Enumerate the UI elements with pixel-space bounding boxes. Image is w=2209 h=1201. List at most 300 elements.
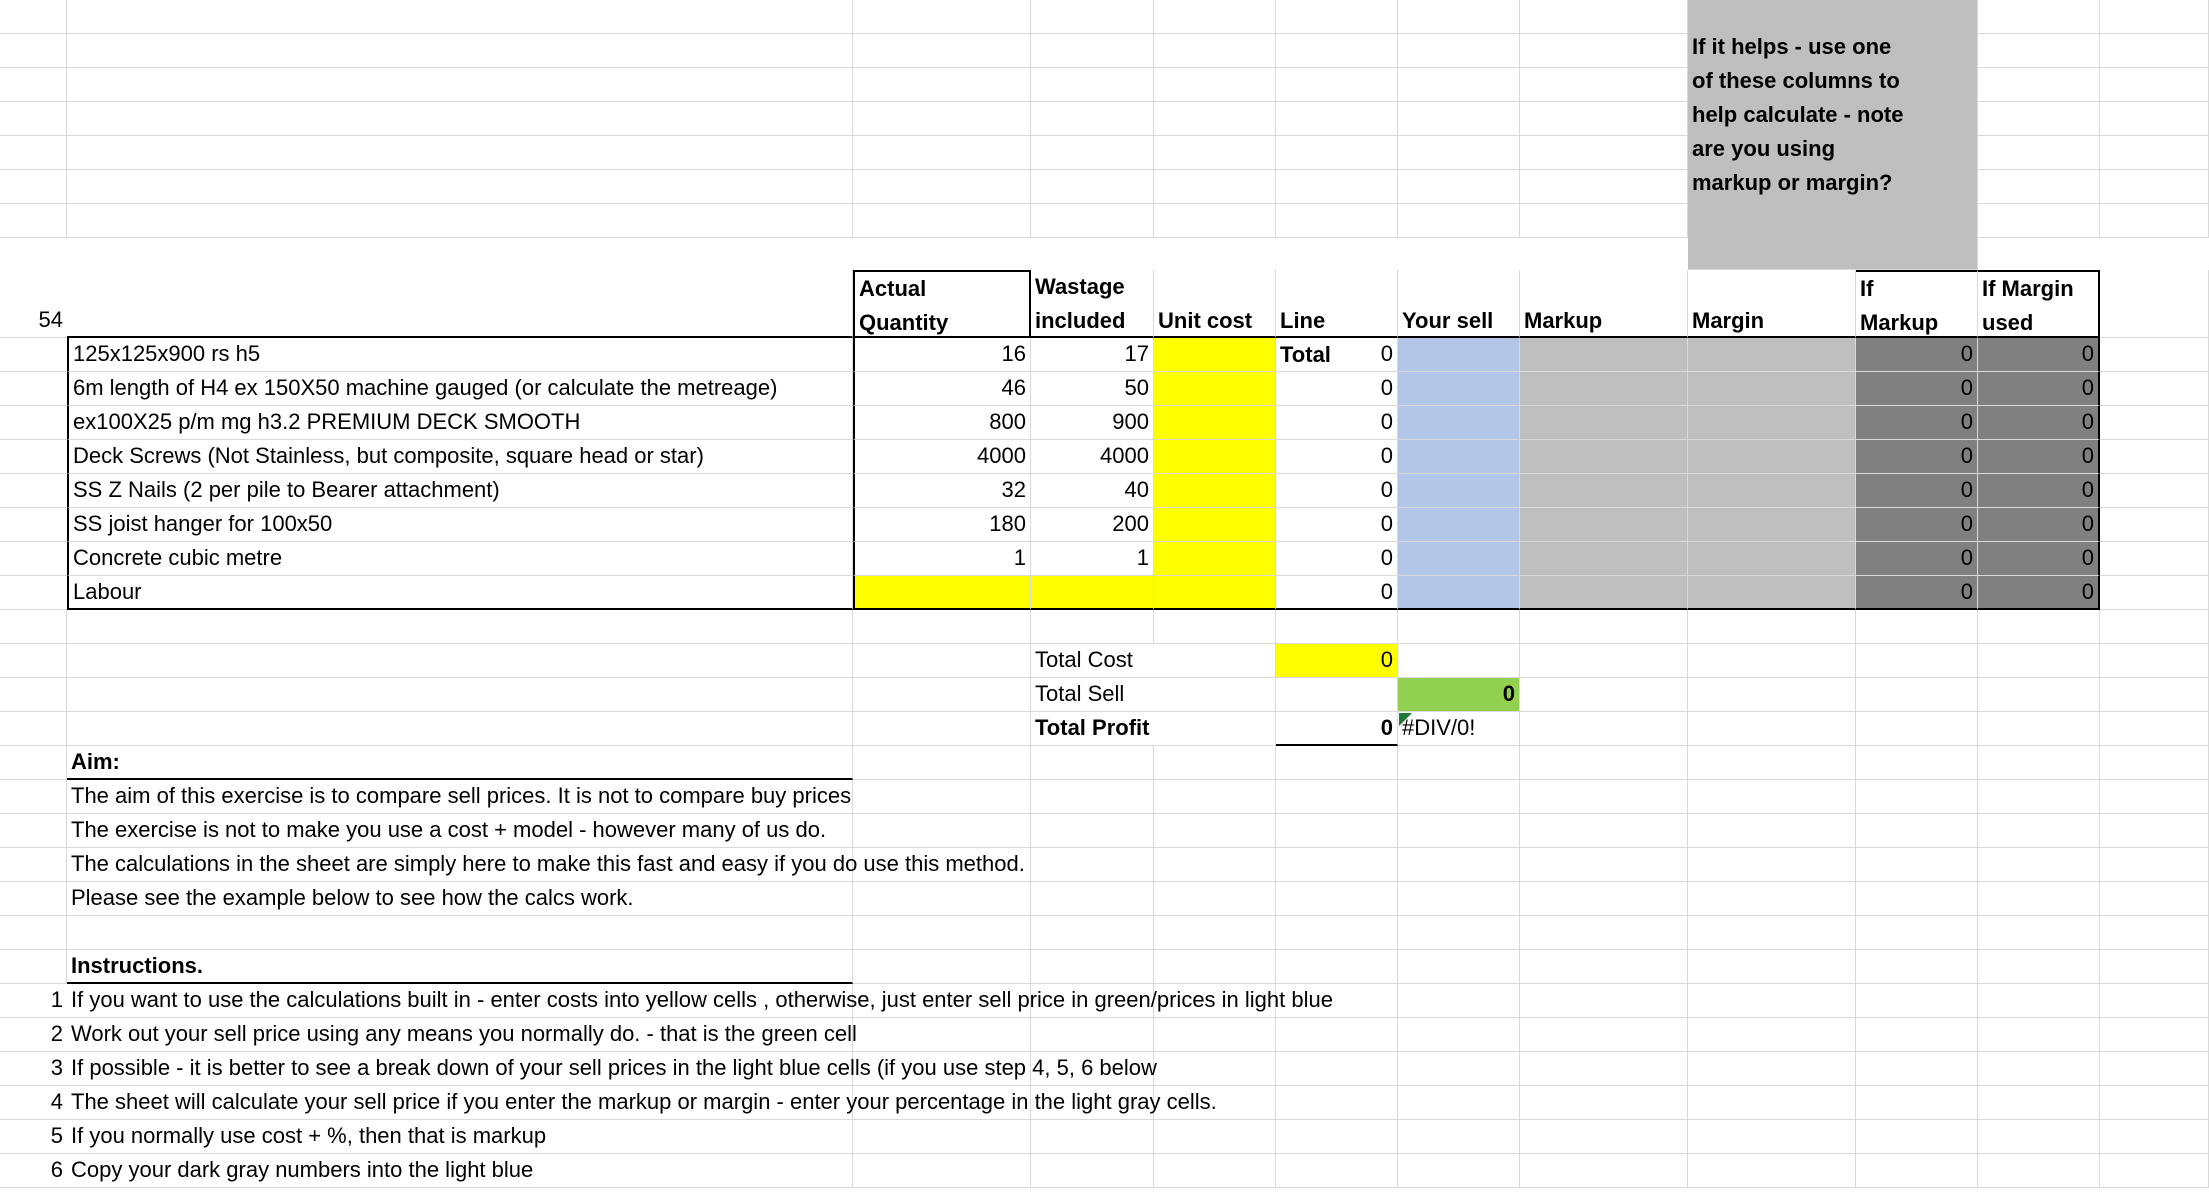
grid-cell[interactable]: [1856, 916, 1978, 950]
grid-cell[interactable]: [1856, 780, 1978, 814]
grid-cell[interactable]: [67, 68, 853, 102]
grid-cell[interactable]: [0, 170, 67, 204]
grid-cell[interactable]: [2100, 406, 2209, 440]
item-description[interactable]: [67, 542, 853, 576]
grid-cell[interactable]: [1154, 950, 1276, 984]
grid-cell[interactable]: [67, 34, 853, 68]
grid-cell[interactable]: [1520, 34, 1688, 68]
grid-cell[interactable]: [1856, 746, 1978, 780]
grid-cell[interactable]: [1031, 814, 1154, 848]
grid-cell[interactable]: [1276, 814, 1398, 848]
if-markup-used-cell[interactable]: [1856, 406, 1978, 440]
grid-cell[interactable]: [0, 848, 67, 882]
grid-cell[interactable]: [2100, 746, 2209, 780]
grid-cell[interactable]: [1031, 848, 1154, 882]
grid-cell[interactable]: [0, 950, 67, 984]
grid-cell[interactable]: [1978, 916, 2100, 950]
grid-cell[interactable]: [1688, 950, 1856, 984]
grid-cell[interactable]: [1276, 746, 1398, 780]
grid-cell[interactable]: [1398, 136, 1520, 170]
grid-cell[interactable]: [1688, 712, 1856, 746]
grid-cell[interactable]: [2100, 542, 2209, 576]
step-number[interactable]: [0, 1120, 67, 1154]
wastage-cell[interactable]: [1031, 542, 1154, 576]
grid-cell[interactable]: [0, 814, 67, 848]
grid-cell[interactable]: [1154, 102, 1276, 136]
grid-cell[interactable]: [2100, 372, 2209, 406]
margin-input[interactable]: [1688, 338, 1856, 372]
markup-input[interactable]: [1520, 576, 1688, 610]
if-margin-used-cell[interactable]: [1978, 372, 2100, 406]
grid-cell[interactable]: [1398, 746, 1520, 780]
grid-cell[interactable]: [67, 136, 853, 170]
grid-cell[interactable]: [1688, 610, 1856, 644]
grid-cell[interactable]: [1276, 848, 1398, 882]
grid-cell[interactable]: [2100, 644, 2209, 678]
actual-quantity-cell[interactable]: [853, 576, 1031, 610]
your-sell-input[interactable]: [1398, 474, 1520, 508]
grid-cell[interactable]: [2100, 68, 2209, 102]
grid-cell[interactable]: [853, 610, 1031, 644]
grid-cell[interactable]: [1688, 644, 1856, 678]
grid-cell[interactable]: [0, 68, 67, 102]
grid-cell[interactable]: [1031, 1018, 1154, 1052]
markup-input[interactable]: [1520, 542, 1688, 576]
grid-cell[interactable]: [1154, 882, 1276, 916]
grid-cell[interactable]: [1520, 0, 1688, 34]
grid-cell[interactable]: [1978, 204, 2100, 238]
grid-cell[interactable]: [1688, 678, 1856, 712]
grid-cell[interactable]: [1520, 1018, 1688, 1052]
grid-cell[interactable]: [1520, 950, 1688, 984]
header-actual-quantity[interactable]: [853, 270, 1031, 338]
grid-cell[interactable]: [1856, 814, 1978, 848]
grid-cell[interactable]: [67, 712, 853, 746]
grid-cell[interactable]: [67, 678, 853, 712]
grid-cell[interactable]: [1978, 610, 2100, 644]
total-profit-col6[interactable]: [1398, 712, 1520, 746]
unit-cost-input[interactable]: [1154, 406, 1276, 440]
grid-cell[interactable]: [853, 68, 1031, 102]
unit-cost-input[interactable]: [1154, 508, 1276, 542]
grid-cell[interactable]: [1154, 746, 1276, 780]
grid-cell[interactable]: [853, 746, 1031, 780]
grid-cell[interactable]: [2100, 0, 2209, 34]
margin-input[interactable]: [1688, 576, 1856, 610]
header-wastage-included[interactable]: [1031, 270, 1154, 338]
grid-cell[interactable]: [1154, 814, 1276, 848]
line-total-cell[interactable]: [1276, 338, 1398, 372]
grid-cell[interactable]: [1856, 1052, 1978, 1086]
grid-cell[interactable]: [853, 34, 1031, 68]
grid-cell[interactable]: [67, 204, 853, 238]
unit-cost-input[interactable]: [1154, 372, 1276, 406]
item-description[interactable]: [67, 338, 853, 372]
grid-cell[interactable]: [1856, 882, 1978, 916]
grid-cell[interactable]: [1688, 882, 1856, 916]
line-total-cell[interactable]: [1276, 474, 1398, 508]
line-total-cell[interactable]: [1276, 440, 1398, 474]
total-sell-value[interactable]: [1276, 678, 1398, 712]
grid-cell[interactable]: [1154, 34, 1276, 68]
margin-input[interactable]: [1688, 542, 1856, 576]
row-number-54[interactable]: [0, 270, 67, 338]
grid-cell[interactable]: [2100, 984, 2209, 1018]
grid-cell[interactable]: [853, 712, 1031, 746]
grid-cell[interactable]: [1276, 1154, 1398, 1188]
grid-cell[interactable]: [1276, 882, 1398, 916]
grid-cell[interactable]: [1398, 68, 1520, 102]
grid-cell[interactable]: [1520, 170, 1688, 204]
grid-cell[interactable]: [1688, 1052, 1856, 1086]
unit-cost-input[interactable]: [1154, 576, 1276, 610]
grid-cell[interactable]: [1978, 136, 2100, 170]
grid-cell[interactable]: [1398, 0, 1520, 34]
your-sell-input[interactable]: [1398, 440, 1520, 474]
grid-cell[interactable]: [853, 1120, 1031, 1154]
grid-cell[interactable]: [1520, 984, 1688, 1018]
total-profit-value[interactable]: [1276, 712, 1398, 746]
grid-cell[interactable]: [1978, 984, 2100, 1018]
unit-cost-input[interactable]: [1154, 542, 1276, 576]
grid-cell[interactable]: [853, 102, 1031, 136]
actual-quantity-cell[interactable]: [853, 372, 1031, 406]
grid-cell[interactable]: [2100, 474, 2209, 508]
grid-cell[interactable]: [1031, 610, 1154, 644]
grid-cell[interactable]: [1978, 848, 2100, 882]
if-margin-used-cell[interactable]: [1978, 542, 2100, 576]
grid-cell[interactable]: [1520, 678, 1688, 712]
item-description[interactable]: [67, 576, 853, 610]
grid-cell[interactable]: [0, 610, 67, 644]
grid-cell[interactable]: [853, 1018, 1031, 1052]
grid-cell[interactable]: [2100, 814, 2209, 848]
header-your-sell[interactable]: [1398, 270, 1520, 338]
margin-input[interactable]: [1688, 508, 1856, 542]
grid-cell[interactable]: [1978, 102, 2100, 136]
grid-cell[interactable]: [1398, 848, 1520, 882]
wastage-cell[interactable]: [1031, 440, 1154, 474]
grid-cell[interactable]: [2100, 712, 2209, 746]
grid-cell[interactable]: [1031, 916, 1154, 950]
grid-cell[interactable]: [1031, 204, 1154, 238]
if-markup-used-cell[interactable]: [1856, 508, 1978, 542]
item-description[interactable]: [67, 372, 853, 406]
grid-cell[interactable]: [1856, 678, 1978, 712]
grid-cell[interactable]: [2100, 338, 2209, 372]
grid-cell[interactable]: [1031, 1120, 1154, 1154]
wastage-cell[interactable]: [1031, 338, 1154, 372]
grid-cell[interactable]: [1856, 1120, 1978, 1154]
grid-cell[interactable]: [1276, 0, 1398, 34]
grid-cell[interactable]: [2100, 1086, 2209, 1120]
grid-cell[interactable]: [67, 102, 853, 136]
actual-quantity-cell[interactable]: [853, 440, 1031, 474]
grid-cell[interactable]: [67, 916, 853, 950]
grid-cell[interactable]: [0, 644, 67, 678]
if-margin-used-cell[interactable]: [1978, 474, 2100, 508]
grid-cell[interactable]: [1031, 1154, 1154, 1188]
grid-cell[interactable]: [1154, 0, 1276, 34]
grid-cell[interactable]: [1978, 780, 2100, 814]
step-number[interactable]: [0, 1018, 67, 1052]
line-total-cell[interactable]: [1276, 542, 1398, 576]
step-number[interactable]: [0, 1052, 67, 1086]
total-cost-value[interactable]: [1276, 644, 1398, 678]
grid-cell[interactable]: [1154, 204, 1276, 238]
grid-cell[interactable]: [853, 204, 1031, 238]
grid-cell[interactable]: [2100, 678, 2209, 712]
actual-quantity-cell[interactable]: [853, 406, 1031, 440]
line-total-cell[interactable]: [1276, 508, 1398, 542]
grid-cell[interactable]: [1520, 644, 1688, 678]
line-total-cell[interactable]: [1276, 406, 1398, 440]
grid-cell[interactable]: [1276, 136, 1398, 170]
grid-cell[interactable]: [1154, 1052, 1276, 1086]
grid-cell[interactable]: [1688, 1086, 1856, 1120]
grid-cell[interactable]: [1978, 1052, 2100, 1086]
grid-cell[interactable]: [1688, 1018, 1856, 1052]
grid-cell[interactable]: [1978, 882, 2100, 916]
grid-cell[interactable]: [1276, 1018, 1398, 1052]
grid-cell[interactable]: [1688, 1120, 1856, 1154]
markup-input[interactable]: [1520, 508, 1688, 542]
actual-quantity-cell[interactable]: [853, 542, 1031, 576]
grid-cell[interactable]: [1520, 1154, 1688, 1188]
grid-cell[interactable]: [1398, 814, 1520, 848]
grid-cell[interactable]: [1520, 136, 1688, 170]
grid-cell[interactable]: [1276, 916, 1398, 950]
grid-cell[interactable]: [0, 882, 67, 916]
grid-cell[interactable]: [853, 678, 1031, 712]
grid-cell[interactable]: [1520, 102, 1688, 136]
grid-cell[interactable]: [1978, 0, 2100, 34]
total-cost-col6[interactable]: [1398, 644, 1520, 678]
grid-cell[interactable]: [853, 0, 1031, 34]
grid-cell[interactable]: [1398, 102, 1520, 136]
grid-cell[interactable]: [853, 780, 1031, 814]
wastage-cell[interactable]: [1031, 474, 1154, 508]
grid-cell[interactable]: [2100, 882, 2209, 916]
grid-cell[interactable]: [1520, 916, 1688, 950]
markup-input[interactable]: [1520, 440, 1688, 474]
grid-cell[interactable]: [1520, 1120, 1688, 1154]
grid-cell[interactable]: [2100, 848, 2209, 882]
grid-cell[interactable]: [1856, 950, 1978, 984]
grid-cell[interactable]: [1031, 882, 1154, 916]
grid-cell[interactable]: [0, 0, 67, 34]
your-sell-input[interactable]: [1398, 576, 1520, 610]
if-margin-used-cell[interactable]: [1978, 406, 2100, 440]
grid-cell[interactable]: [853, 1154, 1031, 1188]
grid-cell[interactable]: [1856, 848, 1978, 882]
grid-cell[interactable]: [1276, 780, 1398, 814]
grid-cell[interactable]: [0, 102, 67, 136]
if-markup-used-cell[interactable]: [1856, 440, 1978, 474]
grid-cell[interactable]: [67, 610, 853, 644]
unit-cost-input[interactable]: [1154, 474, 1276, 508]
grid-cell[interactable]: [1978, 1154, 2100, 1188]
unit-cost-input[interactable]: [1154, 338, 1276, 372]
grid-cell[interactable]: [0, 746, 67, 780]
grid-cell[interactable]: [1276, 610, 1398, 644]
grid-cell[interactable]: [1978, 170, 2100, 204]
grid-cell[interactable]: [1154, 68, 1276, 102]
grid-cell[interactable]: [1688, 848, 1856, 882]
grid-cell[interactable]: [1398, 984, 1520, 1018]
grid-cell[interactable]: [1031, 170, 1154, 204]
grid-cell[interactable]: [1520, 610, 1688, 644]
grid-cell[interactable]: [0, 678, 67, 712]
actual-quantity-cell[interactable]: [853, 338, 1031, 372]
grid-cell[interactable]: [1688, 780, 1856, 814]
grid-cell[interactable]: [853, 916, 1031, 950]
grid-cell[interactable]: [1031, 746, 1154, 780]
grid-cell[interactable]: [1398, 34, 1520, 68]
step-number[interactable]: [0, 984, 67, 1018]
grid-cell[interactable]: [1520, 882, 1688, 916]
grid-cell[interactable]: [1154, 136, 1276, 170]
line-total-cell[interactable]: [1276, 576, 1398, 610]
grid-cell[interactable]: [1276, 102, 1398, 136]
header-line-total[interactable]: [1276, 270, 1398, 367]
your-sell-input[interactable]: [1398, 508, 1520, 542]
if-margin-used-cell[interactable]: [1978, 508, 2100, 542]
grid-cell[interactable]: [2100, 950, 2209, 984]
wastage-cell[interactable]: [1031, 508, 1154, 542]
grid-cell[interactable]: [1520, 746, 1688, 780]
grid-cell[interactable]: [853, 814, 1031, 848]
step-number[interactable]: [0, 1086, 67, 1120]
total-sell-col6[interactable]: [1398, 678, 1520, 712]
note-header-cell[interactable]: [1688, 0, 1978, 270]
if-markup-used-cell[interactable]: [1856, 474, 1978, 508]
grid-cell[interactable]: [1031, 950, 1154, 984]
grid-cell[interactable]: [853, 136, 1031, 170]
grid-cell[interactable]: [1520, 1086, 1688, 1120]
actual-quantity-cell[interactable]: [853, 508, 1031, 542]
grid-cell[interactable]: [2100, 576, 2209, 610]
your-sell-input[interactable]: [1398, 406, 1520, 440]
grid-cell[interactable]: [1688, 1154, 1856, 1188]
grid-cell[interactable]: [1978, 1120, 2100, 1154]
your-sell-input[interactable]: [1398, 542, 1520, 576]
grid-cell[interactable]: [1978, 712, 2100, 746]
grid-cell[interactable]: [1154, 848, 1276, 882]
grid-cell[interactable]: [1856, 610, 1978, 644]
grid-cell[interactable]: [1398, 950, 1520, 984]
your-sell-input[interactable]: [1398, 372, 1520, 406]
grid-cell[interactable]: [1688, 746, 1856, 780]
grid-cell[interactable]: [1688, 984, 1856, 1018]
grid-cell[interactable]: [1276, 1120, 1398, 1154]
grid-cell[interactable]: [1398, 780, 1520, 814]
grid-cell[interactable]: [1276, 34, 1398, 68]
grid-cell[interactable]: [0, 916, 67, 950]
if-markup-used-cell[interactable]: [1856, 372, 1978, 406]
grid-cell[interactable]: [1978, 644, 2100, 678]
grid-cell[interactable]: [2100, 1154, 2209, 1188]
grid-cell[interactable]: [2100, 440, 2209, 474]
if-margin-used-cell[interactable]: [1978, 440, 2100, 474]
grid-cell[interactable]: [1031, 780, 1154, 814]
grid-cell[interactable]: [1856, 644, 1978, 678]
grid-cell[interactable]: [2100, 136, 2209, 170]
grid-cell[interactable]: [1398, 882, 1520, 916]
grid-cell[interactable]: [1520, 68, 1688, 102]
header-margin[interactable]: [1688, 270, 1856, 338]
grid-cell[interactable]: [1520, 204, 1688, 238]
grid-cell[interactable]: [1031, 0, 1154, 34]
header-if-margin-used[interactable]: [1978, 270, 2100, 338]
wastage-cell[interactable]: [1031, 372, 1154, 406]
grid-cell[interactable]: [67, 644, 853, 678]
grid-cell[interactable]: [1856, 1154, 1978, 1188]
unit-cost-input[interactable]: [1154, 440, 1276, 474]
grid-cell[interactable]: [1978, 746, 2100, 780]
grid-cell[interactable]: [1031, 34, 1154, 68]
grid-cell[interactable]: [1688, 916, 1856, 950]
item-description[interactable]: [67, 406, 853, 440]
grid-cell[interactable]: [1031, 68, 1154, 102]
grid-cell[interactable]: [2100, 780, 2209, 814]
wastage-cell[interactable]: [1031, 576, 1154, 610]
grid-cell[interactable]: [1276, 950, 1398, 984]
grid-cell[interactable]: [1978, 68, 2100, 102]
grid-cell[interactable]: [1978, 950, 2100, 984]
grid-cell[interactable]: [1031, 136, 1154, 170]
margin-input[interactable]: [1688, 372, 1856, 406]
grid-cell[interactable]: [1856, 984, 1978, 1018]
grid-cell[interactable]: [0, 34, 67, 68]
grid-cell[interactable]: [2100, 1120, 2209, 1154]
grid-cell[interactable]: [2100, 170, 2209, 204]
item-description[interactable]: [67, 508, 853, 542]
grid-cell[interactable]: [2100, 916, 2209, 950]
grid-cell[interactable]: [1688, 814, 1856, 848]
step-number[interactable]: [0, 1154, 67, 1188]
if-markup-used-cell[interactable]: [1856, 542, 1978, 576]
grid-cell[interactable]: [1520, 814, 1688, 848]
grid-cell[interactable]: [1154, 780, 1276, 814]
grid-cell[interactable]: [853, 644, 1031, 678]
grid-cell[interactable]: [1398, 1120, 1520, 1154]
grid-cell[interactable]: [0, 712, 67, 746]
markup-input[interactable]: [1520, 406, 1688, 440]
grid-cell[interactable]: [1154, 1018, 1276, 1052]
grid-cell[interactable]: [853, 170, 1031, 204]
grid-cell[interactable]: [1276, 204, 1398, 238]
grid-cell[interactable]: [2100, 1052, 2209, 1086]
grid-cell[interactable]: [1398, 1052, 1520, 1086]
grid-cell[interactable]: [2100, 610, 2209, 644]
header-markup[interactable]: [1520, 270, 1688, 338]
grid-cell[interactable]: [2100, 508, 2209, 542]
line-total-cell[interactable]: [1276, 372, 1398, 406]
grid-cell[interactable]: [1398, 1018, 1520, 1052]
grid-cell[interactable]: [853, 950, 1031, 984]
grid-cell[interactable]: [1154, 916, 1276, 950]
grid-cell[interactable]: [2100, 102, 2209, 136]
grid-cell[interactable]: [1856, 1018, 1978, 1052]
grid-cell[interactable]: [1154, 1154, 1276, 1188]
grid-cell[interactable]: [1520, 712, 1688, 746]
margin-input[interactable]: [1688, 440, 1856, 474]
grid-cell[interactable]: [1276, 1052, 1398, 1086]
actual-quantity-cell[interactable]: [853, 474, 1031, 508]
your-sell-input[interactable]: [1398, 338, 1520, 372]
grid-cell[interactable]: [1276, 1086, 1398, 1120]
